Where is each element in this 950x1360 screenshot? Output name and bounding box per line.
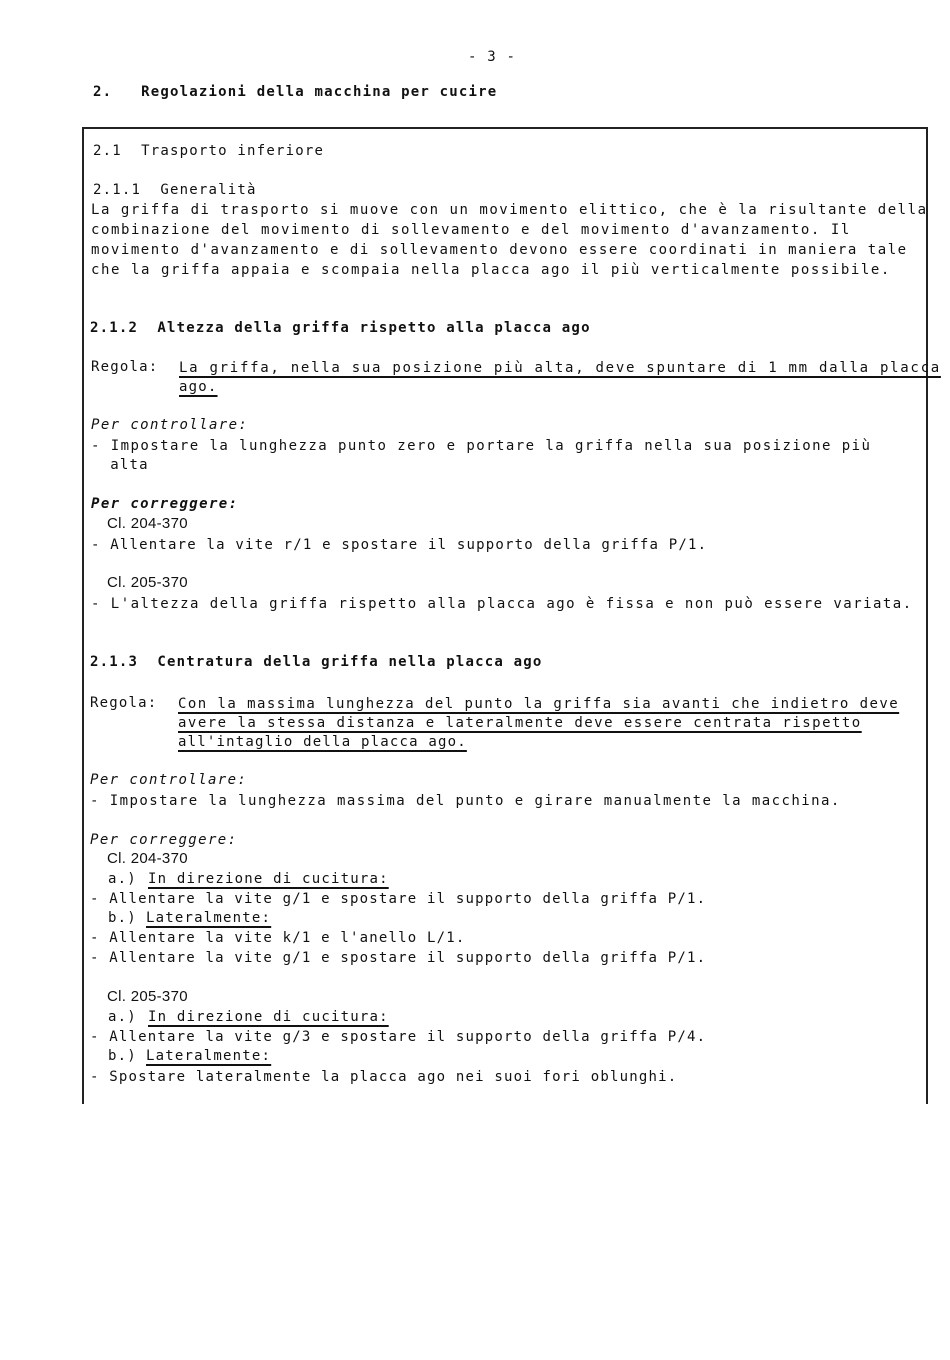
step-prefix: b.) (108, 1048, 137, 1064)
generalita-line: che la griffa appaia e scompaia nella placca ago il più verticalmente possibile. (91, 262, 891, 278)
step-label: Lateralmente: (146, 1048, 272, 1064)
instruction-line: - Spostare lateralmente la placca ago nei suoi fori oblunghi. (90, 1069, 678, 1085)
instruction-line: - Allentare la vite g/1 e spostare il supporto della griffa P/1. (90, 950, 707, 966)
subsection-title: 2.1 Trasporto inferiore (93, 143, 325, 159)
instruction-line: - Allentare la vite g/3 e spostare il supporto della griffa P/4. (90, 1029, 707, 1045)
class-label: Cl. 205-370 (107, 574, 188, 591)
generalita-line: La griffa di trasporto si muove con un movimento elittico, che è la risultante della (91, 202, 928, 218)
step-label: In direzione di cucitura: (148, 1009, 389, 1025)
instruction-line: - Impostare la lunghezza punto zero e portare la griffa nella sua posizione più (91, 438, 872, 454)
regola-text: ago. (179, 379, 218, 395)
instruction-line: - L'altezza della griffa rispetto alla placca ago è fissa e non può essere variata. (91, 596, 913, 612)
per-correggere-label: Per correggere: (91, 496, 239, 512)
class-label: Cl. 204-370 (107, 850, 188, 867)
class-label: Cl. 204-370 (107, 515, 188, 532)
regola-text: Con la massima lunghezza del punto la griffa sia avanti che indietro deve (178, 696, 900, 712)
step-prefix: a.) (108, 871, 137, 887)
step-label: Lateralmente: (146, 910, 272, 926)
centratura-title: 2.1.3 Centratura della griffa nella placca ago (90, 654, 543, 670)
generalita-title: 2.1.1 Generalità (93, 182, 257, 198)
per-controllare-label: Per controllare: (90, 772, 248, 788)
instruction-line: - Allentare la vite g/1 e spostare il supporto della griffa P/1. (90, 891, 707, 907)
per-correggere-label: Per correggere: (90, 832, 238, 848)
page-number: - 3 - (468, 49, 517, 65)
regola-text: avere la stessa distanza e lateralmente deve essere centrata rispetto (178, 715, 862, 731)
instruction-line: - Impostare la lunghezza massima del punto e girare manualmente la macchina. (90, 793, 841, 809)
instruction-line: - Allentare la vite k/1 e l'anello L/1. (90, 930, 466, 946)
regola-text: La griffa, nella sua posizione più alta, deve spuntare di 1 mm dalla placca (179, 360, 941, 376)
instruction-line: alta (91, 457, 149, 473)
generalita-line: combinazione del movimento di sollevamento e del movimento d'avanzamento. Il (91, 222, 851, 238)
per-controllare-label: Per controllare: (91, 417, 249, 433)
step-label: In direzione di cucitura: (148, 871, 389, 887)
step-prefix: a.) (108, 1009, 137, 1025)
generalita-line: movimento d'avanzamento e di sollevamento devono essere coordinati in maniera tale (91, 242, 908, 258)
regola-text: all'intaglio della placca ago. (178, 734, 467, 750)
regola-label: Regola: (91, 359, 159, 375)
instruction-line: - Allentare la vite r/1 e spostare il supporto della griffa P/1. (91, 537, 708, 553)
regola-label: Regola: (90, 695, 158, 711)
class-label: Cl. 205-370 (107, 988, 188, 1005)
section-heading: 2. Regolazioni della macchina per cucire (93, 84, 498, 100)
altezza-title: 2.1.2 Altezza della griffa rispetto alla placca ago (90, 320, 591, 336)
step-prefix: b.) (108, 910, 137, 926)
